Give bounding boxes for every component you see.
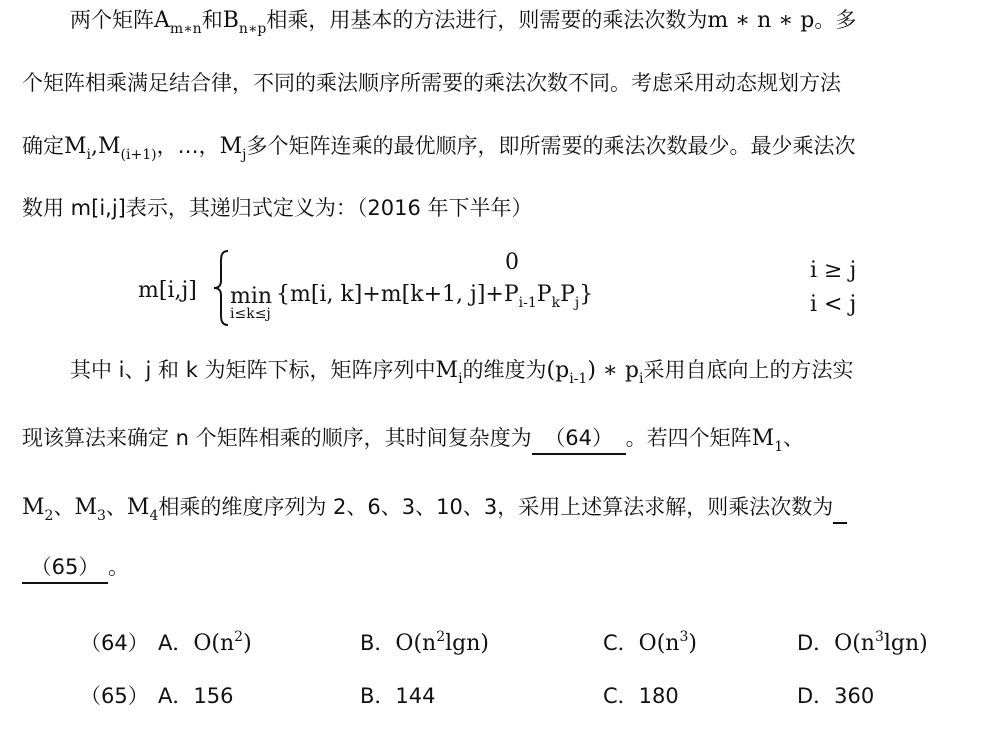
text-segment: 和 (201, 8, 223, 32)
text-segment: 相乘的维度序列为 2、6、3、10、3，采用上述算法求解，则乘法次数为 (158, 495, 834, 519)
text-segment: 采用自底向上的方法实 (643, 358, 854, 382)
matrix-a: A (154, 8, 170, 33)
dim-p: ) (587, 358, 596, 383)
superscript: 3 (874, 629, 884, 645)
option-text: O(n (834, 631, 875, 656)
text-segment: 两个矩阵 (70, 8, 154, 32)
option-text: ) (243, 631, 252, 656)
option-text: lgn) (445, 631, 490, 656)
option-label: C． (603, 631, 639, 655)
formula-condition-1: i ≥ j (810, 258, 857, 283)
option-65-a[interactable]: A．156 (158, 684, 234, 708)
option-text: O(n (395, 631, 437, 656)
option-label: A． (158, 631, 194, 655)
matrix-m1: M (751, 426, 775, 451)
question-number-64: （64） (80, 631, 149, 655)
text-segment: 、 (53, 495, 75, 519)
text-segment: 现该算法来确定 n 个矩阵相乘的顺序，其时间复杂度为 (22, 426, 532, 450)
times-sign: ∗ (595, 358, 625, 383)
matrix-mi1: ,M (91, 134, 121, 159)
problem-line-1 (70, 5, 856, 38)
matrix-a-dims: m∗n (169, 21, 202, 37)
formula-expr-main: {m[i, k]+m[k+1, j]+P (276, 282, 519, 307)
formula-close-brace: } (579, 282, 594, 307)
formula-expression (276, 282, 593, 310)
text-segment: 多个矩阵连乘的最优顺序，即所需要的乘法次数最少。最少乘法次 (246, 134, 856, 158)
answer-blank-64: （64） (532, 423, 626, 455)
option-64-d[interactable] (797, 628, 928, 661)
formula-p: P (560, 282, 575, 307)
subscript: i-1 (569, 371, 588, 387)
matrix-mj: M (219, 134, 243, 159)
formula-min: min (230, 284, 273, 309)
subscript: i (638, 371, 644, 387)
text-segment: 确定 (22, 134, 64, 158)
option-label: B． (360, 631, 396, 655)
subscript: 1 (774, 439, 784, 455)
formula-min-range: i≤k≤j (230, 306, 271, 322)
formula-lhs: m[i,j] (138, 278, 197, 303)
subscript: j (242, 147, 247, 163)
subscript: (i+1) (120, 147, 157, 163)
option-64-c[interactable] (603, 628, 697, 661)
subscript: j (574, 295, 580, 311)
formula-condition-2: i < j (810, 292, 857, 317)
subscript: i-1 (518, 295, 537, 311)
text-segment: 其中 i、j 和 k 为矩阵下标，矩阵序列中 (70, 358, 436, 382)
problem-line-4: 数用 m[i,j]表示，其递归式定义为：（2016 年下半年） (22, 196, 533, 220)
option-text: ) (688, 631, 697, 656)
text-segment: 。多 (814, 8, 857, 32)
matrix-b: B (222, 8, 239, 33)
problem-line-7 (22, 492, 847, 525)
subscript: i (458, 371, 463, 387)
formula-zero: 0 (505, 250, 519, 275)
option-64-a[interactable] (158, 628, 252, 661)
superscript: 2 (234, 629, 244, 645)
problem-line-6 (22, 423, 804, 456)
problem-line-8 (22, 552, 129, 584)
option-text: lgn) (883, 631, 928, 656)
option-text: O(n (193, 631, 235, 656)
matrix-mi: M (64, 134, 87, 159)
formula-p: P (536, 282, 552, 307)
problem-line-2: 个矩阵相乘满足结合律，不同的乘法顺序所需要的乘法次数不同。考虑采用动态规划方法 (22, 71, 841, 95)
text-segment: 的维度为 (462, 358, 547, 382)
text-segment: 、 (783, 426, 805, 450)
subscript: k (551, 295, 561, 311)
text-segment: ，…， (156, 134, 220, 158)
answer-blank-65-start (833, 492, 847, 524)
superscript: 3 (679, 629, 689, 645)
dim-p: p (624, 358, 639, 383)
option-65-c[interactable]: C．180 (603, 684, 679, 708)
matrix-m3: M (74, 495, 97, 520)
option-64-b[interactable] (360, 628, 489, 661)
matrix-b-dims: n∗p (238, 21, 267, 37)
question-number-65: （65） (80, 684, 149, 708)
matrix-mi: M (435, 358, 459, 383)
dim-p: (p (546, 358, 570, 383)
subscript: i (86, 147, 92, 163)
problem-line-5 (70, 355, 853, 388)
text-segment: 。若四个矩阵 (625, 426, 752, 450)
matrix-m2: M (22, 495, 45, 520)
text-segment: 、 (105, 495, 127, 519)
text-segment: 相乘，用基本的方法进行，则需要的乘法次数为 (266, 8, 708, 32)
multiplication-count: m ∗ n ∗ p (707, 8, 815, 33)
subscript: 3 (96, 508, 106, 524)
answer-blank-65: （65） (22, 552, 108, 584)
superscript: 2 (436, 629, 446, 645)
option-65-b[interactable]: B．144 (360, 684, 436, 708)
problem-line-3 (22, 131, 855, 164)
text-segment: 。 (108, 555, 129, 579)
option-label: D． (797, 631, 835, 655)
matrix-m4: M (126, 495, 150, 520)
formula-left-brace (212, 248, 232, 328)
subscript: 4 (149, 508, 159, 524)
option-text: O(n (638, 631, 680, 656)
option-65-d[interactable]: D．360 (797, 684, 875, 708)
subscript: 2 (44, 508, 54, 524)
